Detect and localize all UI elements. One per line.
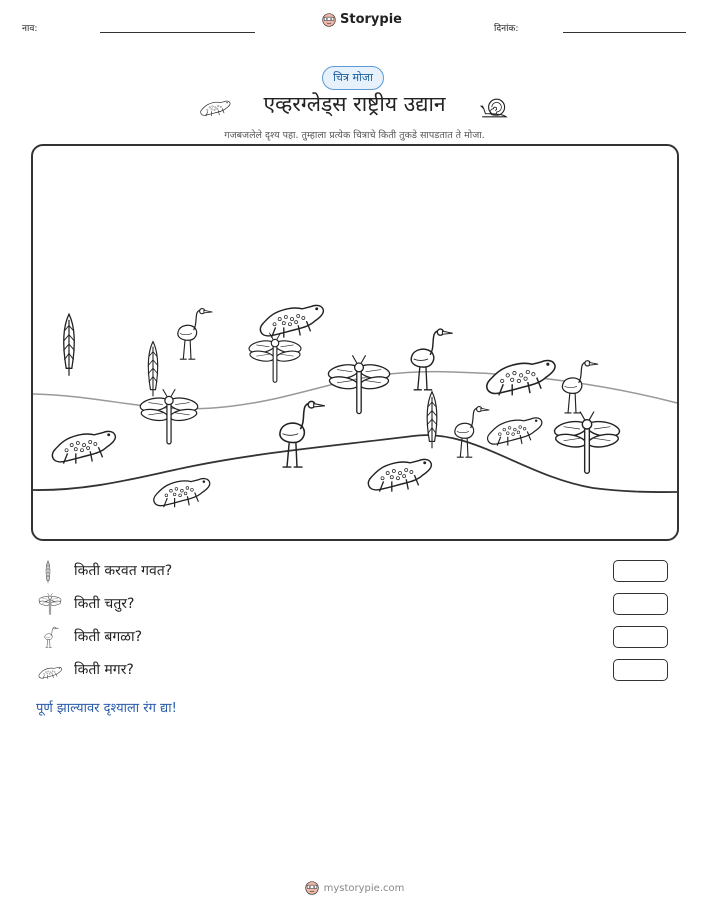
- water-line: [33, 372, 679, 409]
- alligator-4: [154, 479, 210, 508]
- alligator-2: [487, 361, 555, 396]
- answer-box-alligator[interactable]: [613, 659, 668, 681]
- heron-icon: [37, 626, 63, 650]
- date-label: दिनांक:: [494, 24, 519, 34]
- sawgrass-3: [427, 392, 437, 449]
- answer-box-heron[interactable]: [613, 626, 668, 648]
- coloring-instruction: पूर्ण झाल्यावर दृश्याला रंग द्या!: [36, 701, 177, 716]
- footer: [0, 881, 709, 895]
- heron-2: [411, 329, 453, 390]
- dragonfly-4: [553, 412, 620, 474]
- dragonfly-icon: [37, 592, 63, 616]
- storypie-mascot-icon: [305, 881, 319, 895]
- sawgrass-2: [148, 342, 158, 397]
- dragonfly-1: [248, 333, 302, 382]
- question-dragonfly: किती चतुर?: [74, 596, 135, 612]
- brand-logo: [322, 12, 402, 27]
- storypie-mascot-icon: [322, 13, 336, 27]
- dragonfly-2: [327, 355, 390, 413]
- alligator-6: [488, 418, 542, 446]
- alligator-5: [368, 459, 431, 491]
- counting-scene: [31, 144, 679, 541]
- sawgrass-1: [63, 314, 74, 376]
- heron-5: [562, 361, 598, 413]
- sawgrass-icon: [37, 560, 63, 584]
- page-title: एव्हरग्लेड्स राष्ट्रीय उद्यान: [263, 92, 446, 116]
- answer-box-dragonfly[interactable]: [613, 593, 668, 615]
- alligator-3: [52, 431, 115, 463]
- question-heron: किती बगळा?: [74, 629, 143, 645]
- worksheet-tag: चित्र मोजा: [322, 66, 384, 90]
- heron-4: [455, 407, 490, 458]
- footer-url[interactable]: mystorypie.com: [323, 882, 405, 894]
- page-subtitle: गजबजलेले दृश्य पहा. तुम्हाला प्रत्येक चित्राचे किती तुकडे सापडतात ते मोजा.: [224, 130, 485, 141]
- name-line[interactable]: [100, 32, 255, 33]
- alligator-icon: [37, 659, 63, 683]
- heron-3: [280, 401, 325, 467]
- question-alligator: किती मगर?: [74, 662, 134, 678]
- scene-illustration: [33, 146, 679, 541]
- answer-box-sawgrass[interactable]: [613, 560, 668, 582]
- brand-name: Storypie: [340, 12, 402, 27]
- name-label: नाव:: [22, 24, 38, 34]
- dragonfly-3: [139, 389, 199, 444]
- date-line[interactable]: [563, 32, 686, 33]
- heron-1: [178, 309, 213, 360]
- question-sawgrass: किती करवत गवत?: [74, 563, 173, 579]
- snail-icon: [478, 96, 512, 120]
